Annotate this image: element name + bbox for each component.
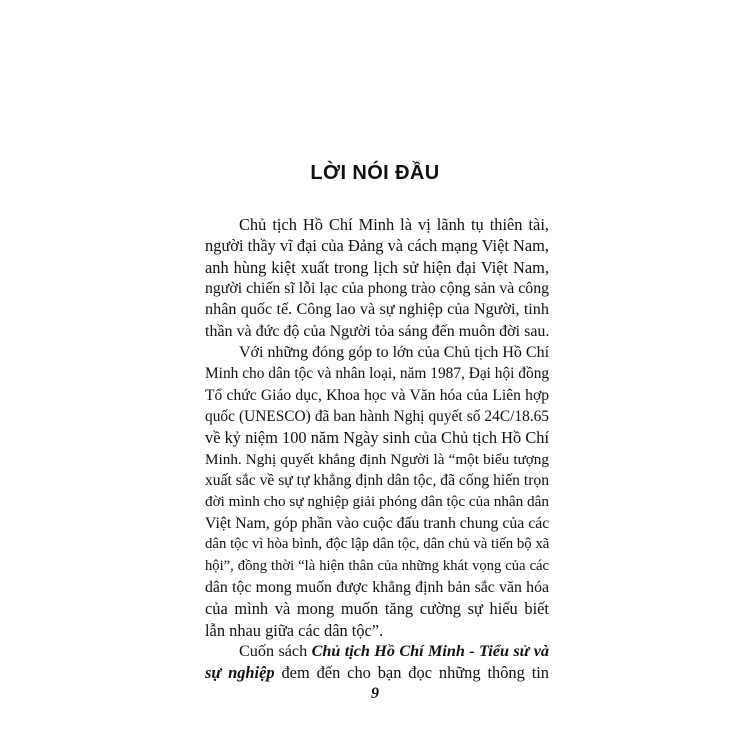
text-line: anh hùng kiệt xuất trong lịch sử hiện đại Việt Nam,: [205, 257, 549, 277]
text-line: lẫn nhau giữa các dân tộc”.: [205, 620, 384, 640]
chapter-title: LỜI NÓI ĐẦU: [310, 162, 440, 184]
text-line: thần và đức độ của Người tỏa sáng đến muôn đời sau.: [205, 322, 550, 340]
book-intro-line-2: [205, 662, 549, 683]
text-line: Tổ chức Giáo dục, Khoa học và Văn hóa của Liên hợp: [205, 386, 549, 404]
text-line: nhân quốc tế. Công lao và sự nghiệp của Người, tinh: [205, 300, 549, 319]
text-line: Minh. Nghị quyết khẳng định Người là “một biểu tượng: [205, 450, 549, 468]
page-number: 9: [371, 685, 379, 702]
text-line: Việt Nam, góp phần vào cuộc đấu tranh chung của các: [205, 514, 550, 532]
paragraph-lines: [205, 214, 549, 641]
text-line: của mình và mong muốn tăng cường sự hiểu biết: [205, 599, 549, 619]
book-title-part-2: sự nghiệp: [205, 663, 275, 683]
text-line: dân tộc vì hòa bình, độc lập dân tộc, dân chủ và tiến bộ xã: [205, 536, 550, 553]
text-line: Với những đóng góp to lớn của Chủ tịch Hồ Chí: [239, 344, 550, 362]
text-line: đời mình cho sự nghiệp giải phóng dân tộc của nhân dân: [205, 493, 549, 511]
text-line: người thầy vĩ đại của Đảng và cách mạng Việt Nam,: [205, 236, 549, 256]
text-line: người chiến sĩ lỗi lạc của phong trào cộng sản và công: [205, 280, 549, 298]
book-title-part-1: Chủ tịch Hồ Chí Minh - Tiểu sử và: [311, 641, 549, 660]
book-intro-line-1: [205, 641, 549, 662]
text-line: Minh cho dân tộc và nhân loại, năm 1987, Đại hội đồng: [205, 365, 550, 383]
book-intro-prefix: Cuốn sách: [239, 641, 312, 660]
text-line: quốc (UNESCO) đã ban hành Nghị quyết số 24C/18.65: [205, 408, 549, 426]
text-line: về kỷ niệm 100 năm Ngày sinh của Chủ tịch Hồ Chí: [205, 428, 549, 448]
text-line: hội”, đồng thời “là hiện thân của những khát vọng của các: [205, 557, 549, 574]
book-intro-suffix: đem đến cho bạn đọc những thông tin: [274, 663, 550, 683]
body-text: [205, 214, 549, 684]
text-line: Chủ tịch Hồ Chí Minh là vị lãnh tụ thiên tài,: [239, 215, 549, 234]
text-line: xuất sắc về sự tự khẳng định dân tộc, đã cống hiến trọn: [205, 472, 549, 490]
text-line: dân tộc mong muốn được khẳng định bản sắc văn hóa: [205, 578, 549, 596]
